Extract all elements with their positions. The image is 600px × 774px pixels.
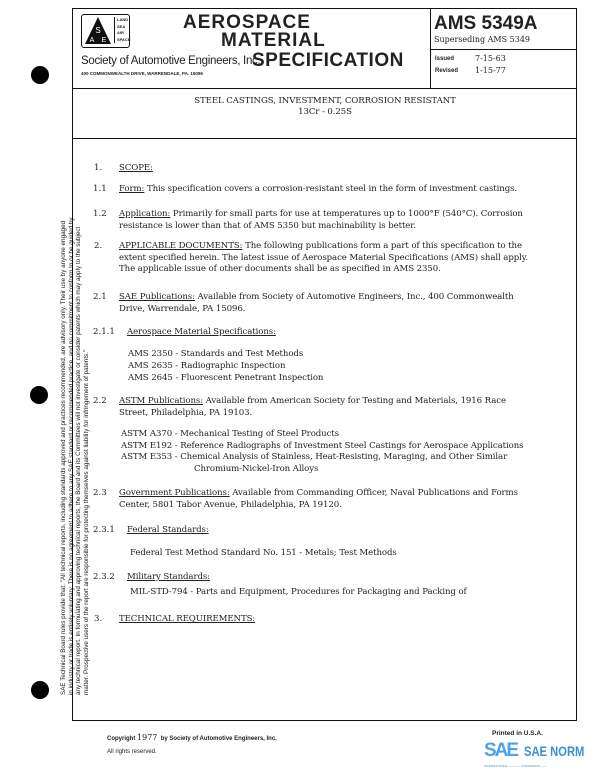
section-heading: APPLICABLE DOCUMENTS:: [119, 241, 243, 251]
section-heading: SCOPE:: [119, 163, 153, 173]
section-text: resistance is lower than that of AMS 5350 but machinability is better.: [119, 220, 416, 231]
supersedes: Superseding AMS 5349: [434, 35, 530, 44]
issued-label: Issued: [435, 56, 455, 62]
section-text: The following publications form a part of this specification to the: [245, 241, 522, 251]
punch-hole: [30, 386, 48, 404]
section-number: 2.3.2: [93, 572, 115, 582]
revised-date: 1-15-77: [475, 66, 506, 75]
watermark: SAE NORM: [524, 743, 585, 759]
list-item: Chromium-Nickel-Iron Alloys: [194, 463, 319, 474]
section: [119, 396, 506, 419]
section-text: Street, Philadelphia, PA 19103.: [119, 407, 253, 418]
section: [119, 292, 514, 315]
rights-reserved: All rights reserved.: [107, 749, 157, 755]
punch-hole: [31, 681, 49, 699]
section: [127, 525, 209, 537]
section-heading: SAE Publications:: [119, 292, 195, 302]
section: [127, 327, 276, 339]
section: [119, 241, 528, 276]
section: [119, 163, 153, 175]
federal-standard: Federal Test Method Standard No. 151 - Metals; Test Methods: [130, 548, 397, 558]
disclaimer-line: in industry or trade is entirely voluntary. There is no agreement to adhere to any SAE standard or recommended practice, and no commitment to conform to or be guided by: [67, 217, 75, 695]
list-item: ASTM E353 - Chemical Analysis of Stainless, Heat-Resisting, Maraging, and Other Similar: [121, 452, 508, 463]
section-heading: TECHNICAL REQUIREMENTS:: [119, 614, 256, 624]
section: [119, 488, 518, 511]
section-text: Available from Commanding Officer, Naval Publications and Forms: [232, 488, 518, 498]
header-title-line: SPECIFICATION: [252, 50, 404, 71]
sae-logo: S A E LAND SEA AIR SPACE: [81, 14, 130, 48]
section-text: Available from American Society for Testing and Materials, 1916 Race: [205, 396, 506, 406]
section: [127, 572, 210, 584]
punch-hole: [31, 66, 49, 84]
printed-in: Printed in U.S.A.: [492, 730, 543, 737]
section-text: Available from Society of Automotive Engineers, Inc., 400 Commonwealth: [197, 292, 514, 302]
section-heading: Military Standards:: [127, 572, 210, 582]
watermark-sub: INTERNATIONAL ———— STANDARDS ——: [484, 764, 547, 768]
ams-list: [128, 348, 323, 384]
divider: [72, 88, 577, 89]
org-address: 400 COMMONWEALTH DRIVE, WARRENDALE, PA. 15096: [81, 71, 203, 76]
military-standard: MIL-STD-794 - Parts and Equipment, Procedures for Packaging and Packing of: [130, 587, 467, 597]
divider: [430, 8, 431, 88]
svg-text:S: S: [95, 26, 101, 35]
section-number: 2.3: [93, 488, 107, 498]
astm-list: [121, 429, 523, 475]
list-item: ASTM A370 - Mechanical Testing of Steel Products: [121, 429, 339, 439]
section-number: 2.2: [93, 396, 107, 406]
section-heading: Aerospace Material Specifications:: [127, 327, 276, 337]
disclaimer-line: SAE Technical Board rules provide that: "All technical reports, including standards approved and practices recommended, are advisory only. Their use by anyone engaged: [60, 220, 67, 695]
sae-logo-icon: [84, 16, 112, 46]
list-item: AMS 2645 - Fluorescent Penetrant Inspection: [128, 373, 324, 383]
list-item: AMS 2350 - Standards and Test Methods: [128, 349, 304, 359]
header-title-line: MATERIAL: [221, 30, 326, 51]
disclaimer-line: any technical report. In formulating and approving technical reports, the Board and its Committees will not investigate or consider patents which may apply to the subject: [75, 226, 83, 695]
section-heading: ASTM Publications:: [119, 396, 204, 406]
section-text: Drive, Warrendale, PA 15096.: [119, 303, 246, 314]
section-number: 1.2: [93, 209, 107, 219]
section-number: 2.1: [93, 292, 107, 302]
disclaimer-line: matter. Prospective users of the report are responsible for protecting themselves against liability for infringement of patents.": [82, 349, 90, 695]
section-number: 2.1.1: [93, 327, 115, 337]
section-number: 3.: [94, 614, 103, 624]
doc-subtitle: 13Cr - 0.25S: [298, 107, 352, 117]
section-number: 1.1: [93, 184, 107, 194]
sae-watermark-logo: SAE: [484, 740, 518, 761]
section: [119, 209, 523, 232]
org-name: Society of Automotive Engineers, Inc.: [81, 55, 261, 67]
list-item: ASTM E192 - Reference Radiographs of Investment Steel Castings for Aerospace Applications: [121, 440, 524, 451]
section-heading: Government Publications:: [119, 488, 230, 498]
svg-text:E: E: [101, 37, 107, 44]
header-title-line: AEROSPACE: [183, 12, 311, 33]
section-text: extent specified herein. The latest issue of Aerospace Material Specifications (AMS) shall apply.: [119, 252, 529, 263]
revised-label: Revised: [435, 68, 459, 74]
section-text: The applicable issue of other documents shall be as specified in AMS 2350.: [119, 264, 441, 275]
section: [119, 184, 517, 196]
section-number: 1.: [94, 163, 103, 173]
doc-title: STEEL CASTINGS, INVESTMENT, CORROSION RESISTANT: [194, 96, 456, 106]
divider: [430, 49, 577, 50]
section-text: This specification covers a corrosion-resistant steel in the form of investment castings.: [146, 184, 518, 194]
section-text: Primarily for small parts for use at temperatures up to 1000°F (540°C). Corrosion: [172, 209, 523, 219]
section-heading: Federal Standards:: [127, 525, 209, 535]
section-heading: Application:: [119, 209, 171, 219]
list-item: AMS 2635 - Radiographic Inspection: [128, 361, 286, 371]
section: [119, 614, 255, 626]
section-number: 2.3.1: [93, 525, 115, 535]
section-text: Center, 5801 Tabor Avenue, Philadelphia, PA 19120.: [119, 499, 342, 510]
copyright: Copyright 1977 by Society of Automotive Engineers, Inc.: [107, 733, 277, 742]
section-number: 2.: [94, 241, 103, 251]
spec-number: AMS 5349A: [434, 13, 538, 34]
divider: [72, 138, 577, 139]
issued-date: 7-15-63: [475, 54, 506, 63]
svg-text:A: A: [89, 37, 95, 44]
section-heading: Form:: [119, 184, 145, 194]
